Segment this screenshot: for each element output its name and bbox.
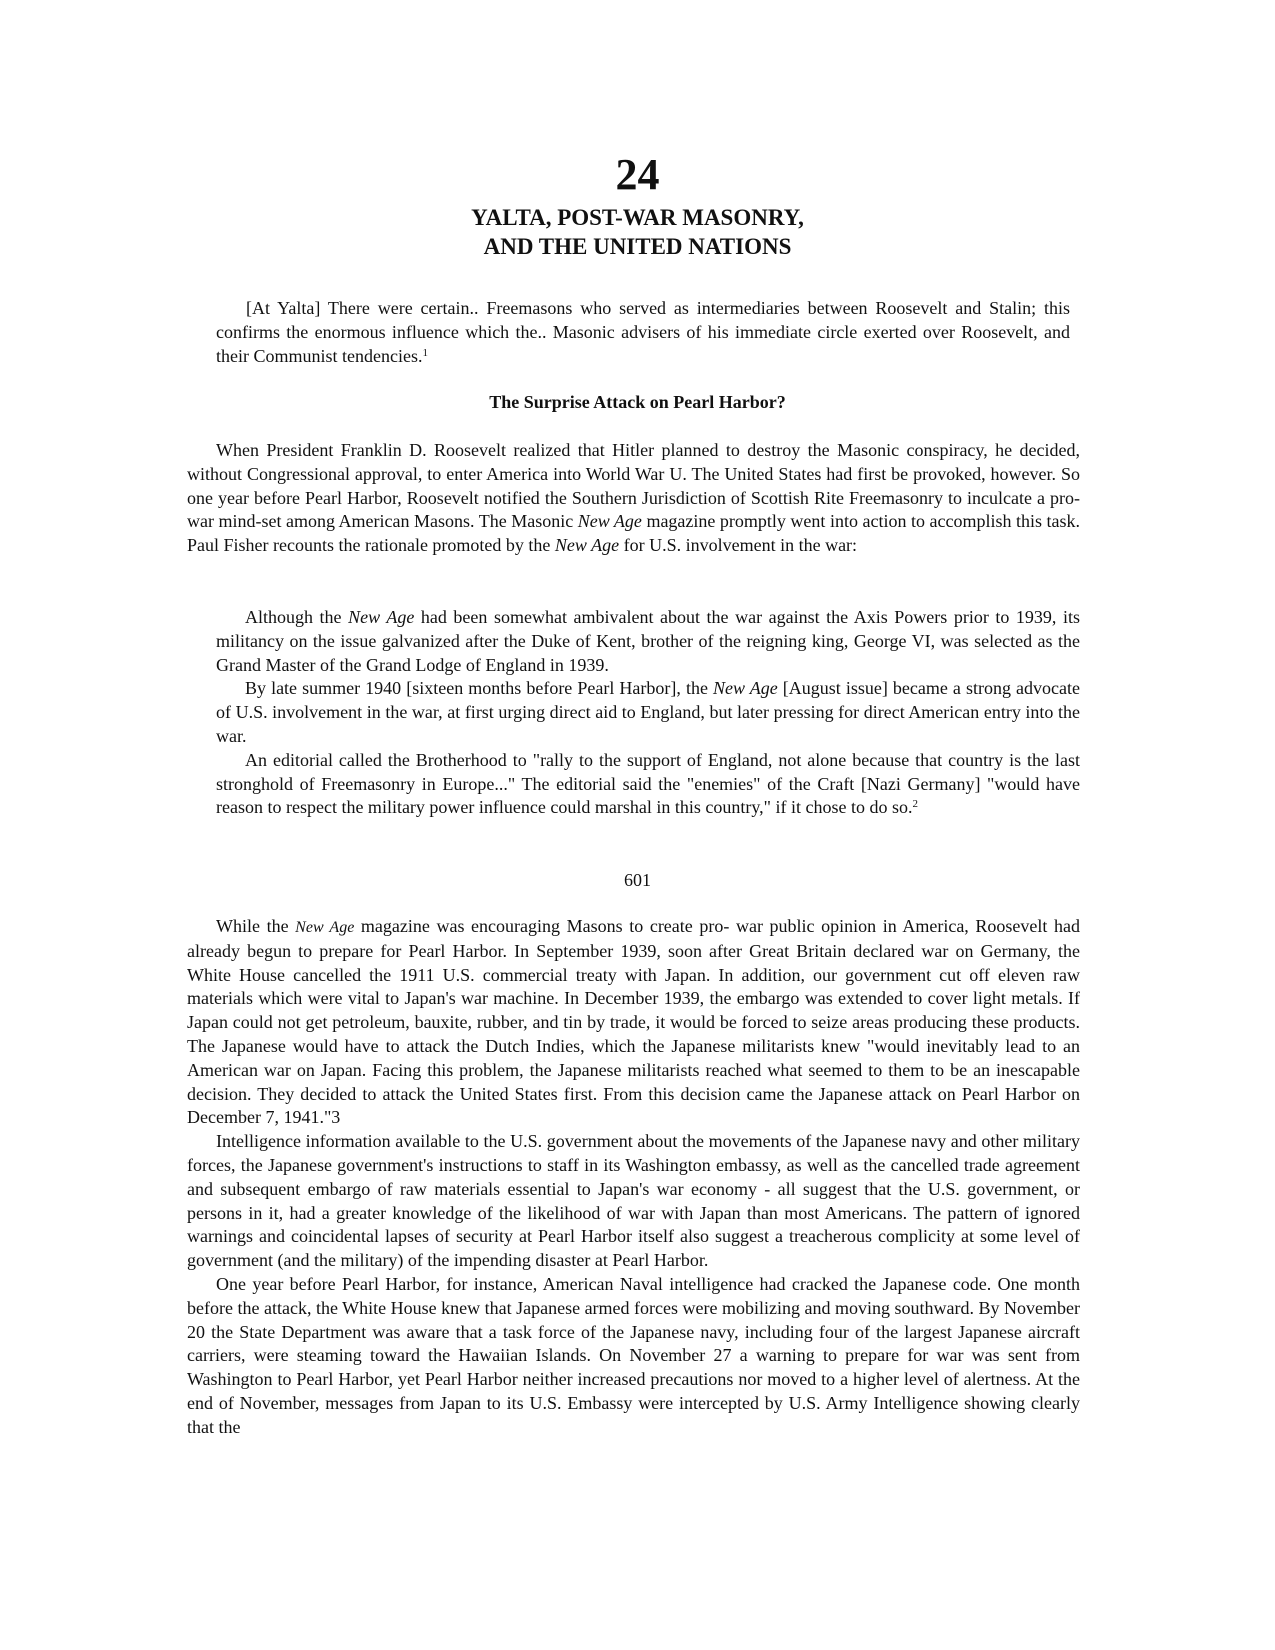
footnote-marker: 2 (912, 798, 918, 811)
text-run: By late summer 1940 [sixteen months before Pearl Harbor], the (245, 678, 713, 699)
intro-paragraph (187, 439, 1080, 558)
italic-title: New Age (713, 678, 778, 699)
body-paragraph-3: One year before Pearl Harbor, for instance, American Naval intelligence had cracked the Japanese code. One month before the attack, the White House knew that Japanese armed forces were mobilizing and moving southward. By November 20 the State Department was aware that a task force of the Japanese navy, including four of the largest Japanese aircraft carriers, were steaming toward the Hawaiian Islands. On November 27 a warning to prepare for war was sent from Washington to Pearl Harbor, yet Pearl Harbor neither increased precautions nor moved to a higher level of alertness. At the end of November, messages from Japan to its U.S. Embassy were intercepted by U.S. Army Intelligence showing clearly that the (187, 1273, 1080, 1437)
chapter-title (0, 203, 1275, 261)
epigraph-text: [At Yalta] There were certain.. Freemasons who served as intermediaries between Roosevelt and Stalin; this confirms the enormous influence which the.. Masonic advisers of his immediate circle exerted over Roosevelt, and their Communist tendencies. (216, 298, 1070, 366)
chapter-title-line-1: YALTA, POST-WAR MASONRY, (471, 205, 804, 230)
body-paragraph-2: Intelligence information available to the U.S. government about the movements of the Japanese navy and other military forces, the Japanese government's instructions to staff in its Washington embassy, as well as the cancelled trade agreement and subsequent embargo of raw materials essential to Japan's war economy - all suggest that the U.S. government, or persons in it, had a greater knowledge of the likelihood of war with Japan than most Americans. The pattern of ignored warnings and coincidental lapses of security at Pearl Harbor itself also suggest a treacherous complicity at some level of government (and the military) of the impending disaster at Pearl Harbor. (187, 1131, 1080, 1271)
text-run: had been somewhat ambivalent about the war against the Axis Powers prior to 1939, its militancy on the issue galvanized after the Duke of Kent, brother of the reigning king, George VI, was selected as the Grand Master of the Grand Lodge of England in 1939. (216, 607, 1080, 675)
text-run: for U.S. involvement in the war: (619, 535, 858, 556)
text-run: [August issue] became a strong advocate of U.S. involvement in the war, at first urging direct aid to England, but later pressing for direct American entry into the war. (216, 678, 1081, 746)
quote-paragraph-1 (216, 606, 1080, 677)
italic-title: New Age (348, 607, 415, 627)
chapter-number: 24 (615, 150, 660, 199)
text-run: Although the (245, 607, 349, 627)
body-text (187, 915, 1080, 1440)
footnote-marker: 1 (422, 346, 428, 359)
epigraph-paragraph (216, 297, 1070, 368)
epigraph (216, 297, 1070, 368)
body-paragraph-1 (187, 915, 1080, 1130)
text-run: While the (216, 916, 296, 936)
text-run: When President Franklin D. Roosevelt realized that Hitler planned to destroy the Masonic conspiracy, he decided, without Congressional approval, to enter America into World War U. The United States had first be provoked, however. So one year before Pearl Harbor, Roosevelt notified the Southern Jurisdiction of Scottish Rite Freemasonry to inculcate a pro-war mind-set among American Masons. The Masonic (187, 440, 1080, 532)
quote-paragraph-2 (216, 677, 1080, 748)
block-quote (216, 606, 1080, 820)
italic-title: New Age (577, 511, 642, 532)
italic-title: New Age (295, 919, 355, 936)
intro-paragraph-block (187, 439, 1080, 558)
text-run: magazine was encouraging Masons to create pro- war public opinion in America, Roosevelt had already begun to prepare for Pearl Harbor. In September 1939, soon after Great Britain declared war on Germany, the White House cancelled the 1911 U.S. commercial treaty with Japan. In addition, our government cut off eleven raw materials which were vital to Japan's war machine. In December 1939, the embargo was extended to cover light metals. If Japan could not get petroleum, bauxite, rubber, and tin by trade, it would be forced to seize areas producing these products. The Japanese would have to attack the Dutch Indies, which the Japanese militarists knew "would inevitably lead to an American war on Japan. Facing this problem, the Japanese militarists reached what seemed to them to be an inescapable decision. They decided to attack the United States first. From this decision came the Japanese attack on Pearl Harbor on December 7, 1941."3 (187, 916, 1080, 1128)
italic-title: New Age (554, 535, 620, 556)
chapter-title-line-2: AND THE UNITED NATIONS (483, 234, 792, 259)
page-number: 601 (624, 870, 651, 890)
section-heading: The Surprise Attack on Pearl Harbor? (489, 392, 786, 412)
text-run: An editorial called the Brotherhood to "rally to the support of England, not alone because that country is the last stronghold of Freemasonry in Europe..." The editorial said the "enemies" of the Craft [Nazi Germany] "would have reason to respect the military power influence could marshal in this country," if it chose to do so. (216, 749, 1080, 818)
quote-paragraph-3 (216, 749, 1080, 820)
text-run: magazine promptly went into action to accomplish this task. Paul Fisher recounts the rationale promoted by the (187, 511, 1081, 556)
